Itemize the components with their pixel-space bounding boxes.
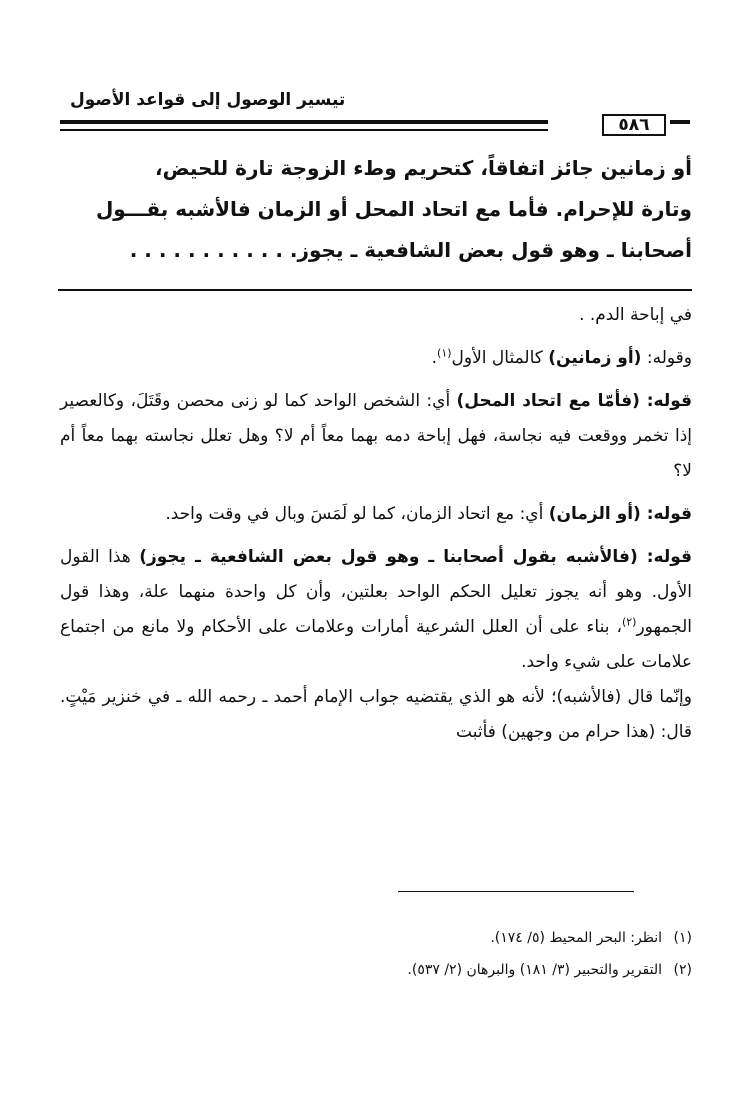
page-number: ٥٨٦	[602, 114, 666, 136]
matn-separator	[58, 289, 692, 291]
commentary-text-run: ، بناء على أن العلل الشرعية أمارات وعلامات على الأحكام ولا مانع من اجتماع علامات على شيء واحد.	[60, 617, 692, 672]
commentary-text-run: أي: مع اتحاد الزمان، كما لو لَمَسَ وبال في وقت واحد.	[165, 504, 549, 524]
commentary-text	[60, 298, 692, 758]
commentary-lead: وقوله:	[641, 348, 692, 368]
footnote	[60, 954, 692, 986]
header-rule-right	[670, 120, 690, 124]
quoted-matn: (أو الزمان)	[548, 504, 641, 524]
commentary-paragraph	[60, 341, 692, 376]
matn-text	[60, 148, 692, 271]
header-rule	[60, 115, 690, 136]
commentary-paragraph	[60, 680, 692, 750]
commentary-text-run: في إباحة الدم. .	[579, 305, 692, 325]
commentary-paragraph	[60, 298, 692, 333]
footnote-ref: (١)	[437, 346, 452, 360]
quoted-matn: (فأمّا مع اتحاد المحل)	[456, 391, 640, 411]
commentary-text-run: أي: الشخص الواحد كما لو زنى محصن وقَتَلَ، وكالعصير إذا تخمر ووقعت فيه نجاسة، فهل إباحة دمه بهما معاً أم لا؟ وهل تعلل نجاسته بهما معاً أم لا؟	[60, 391, 692, 481]
header-rule-thin	[60, 129, 548, 131]
quoted-matn: (فالأشبه بقول أصحابنا ـ وهو قول بعض الشافعية ـ يجوز)	[139, 547, 638, 567]
commentary-text-run: وإنّما قال (فالأشبه)؛ لأنه هو الذي يقتضيه جواب الإمام أحمد ـ رحمه الله ـ في خنزير مَيْتٍ. قال: (هذا حرام من وجهين) فأثبت	[60, 687, 692, 742]
commentary-paragraph	[60, 384, 692, 489]
running-title: تيسير الوصول إلى قواعد الأصول	[70, 90, 346, 110]
quoted-matn: (أو زمانين)	[548, 348, 642, 368]
commentary-text-run: هذا القول الأول. وهو أنه يجوز تعليل الحكم الواحد بعلتين، وأن كل واحدة منهما علة، وهذا قول الجمهور	[60, 547, 692, 637]
footnote-number: (٢)	[673, 962, 692, 978]
commentary-paragraph	[60, 497, 692, 532]
footnote-rule	[398, 891, 634, 892]
footnotes	[60, 922, 692, 986]
commentary-paragraph	[60, 540, 692, 680]
footnote-ref: (٢)	[621, 615, 637, 629]
commentary-text-run: .	[431, 348, 438, 368]
footnote-text: انظر: البحر المحيط (٥/ ١٧٤).	[490, 930, 662, 946]
commentary-lead: قوله:	[640, 504, 692, 524]
matn-line: وتارة للإحرام. فأما مع اتحاد المحل أو الزمان فالأشبه بقـــول	[95, 197, 692, 221]
footnote-number: (١)	[673, 930, 692, 946]
matn-line: أو زمانين جائز اتفاقاً، كتحريم وطء الزوجة تارة للحيض،	[155, 156, 692, 180]
matn-line: أصحابنا ـ وهو قول بعض الشافعية ـ يجوز. . . . . . . . . . . .	[129, 238, 692, 262]
footnote	[60, 922, 692, 954]
header-rule-thick	[60, 120, 548, 124]
running-header	[60, 88, 690, 116]
footnote-text: التقرير والتحبير (٣/ ١٨١) والبرهان (٢/ ٥٣٧).	[407, 962, 662, 978]
commentary-lead: قوله:	[639, 391, 692, 411]
commentary-text-run: كالمثال الأول	[451, 348, 549, 368]
commentary-lead: قوله:	[637, 547, 692, 567]
